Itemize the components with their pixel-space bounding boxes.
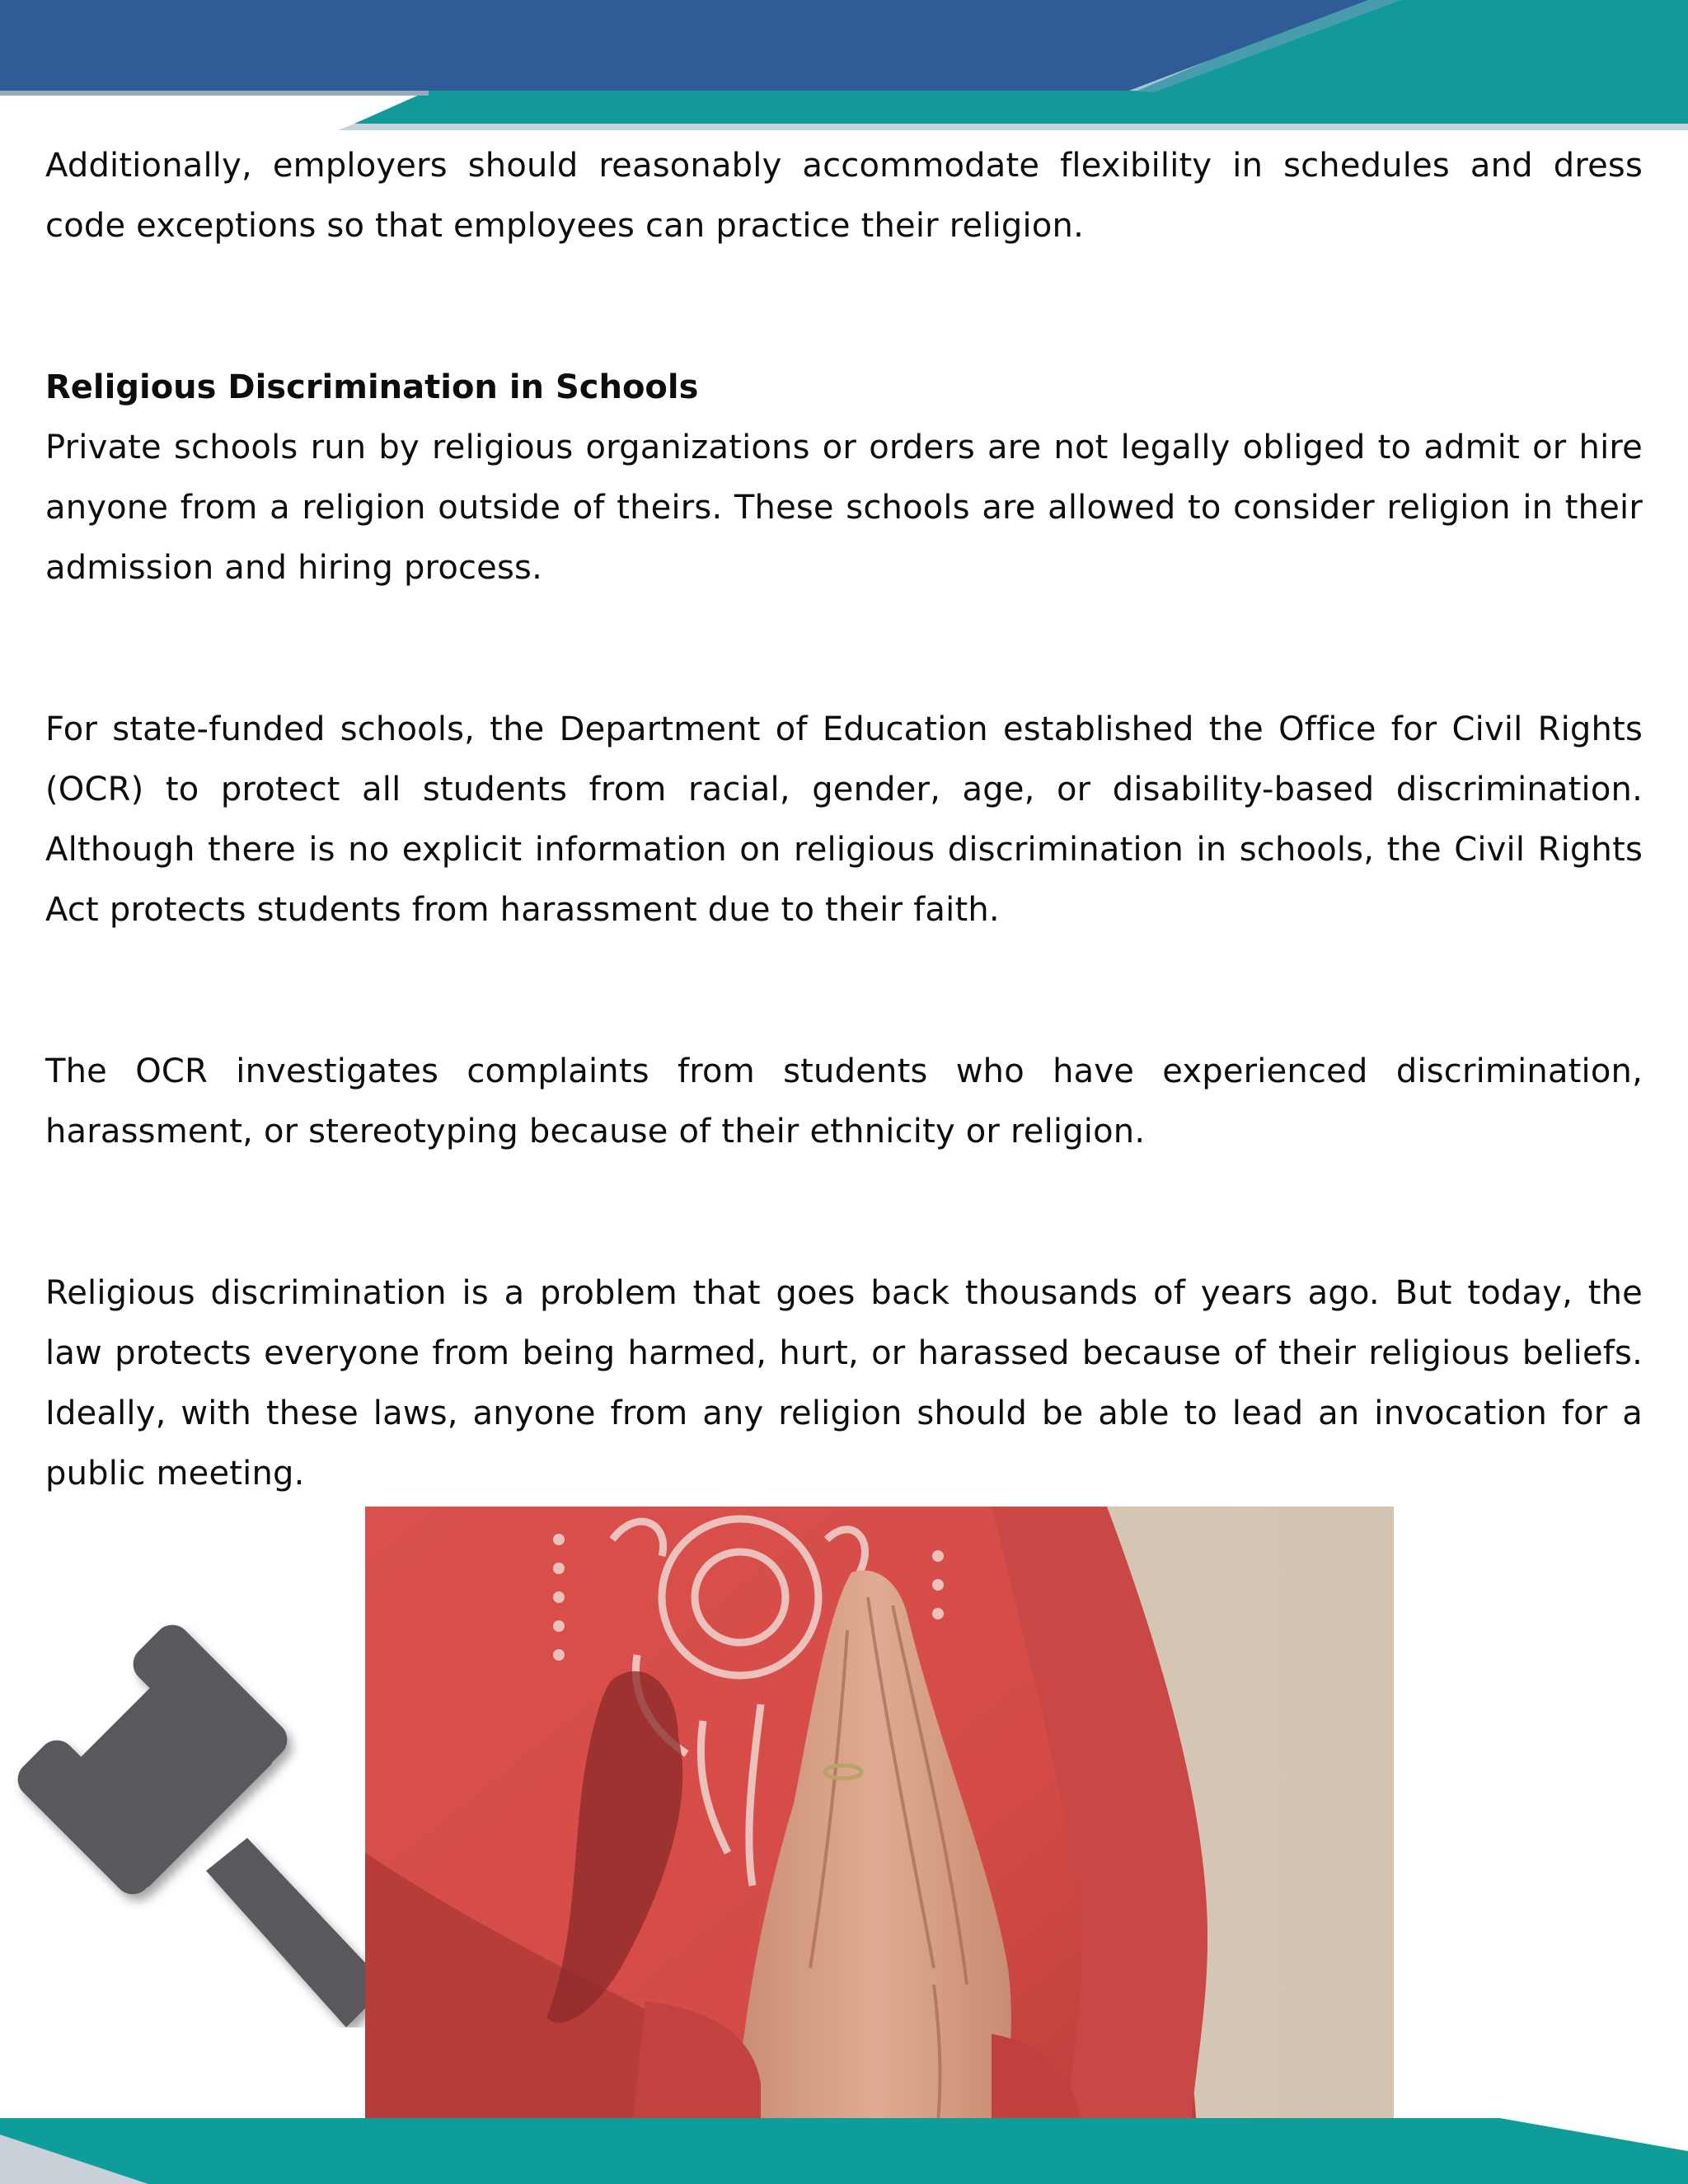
- paragraph-employer-accommodation: Additionally, employers should reasonably accommodate flexibility in schedules and dress code exceptions so that employees can practice their religion.: [45, 147, 1643, 245]
- header-band: [0, 0, 1688, 140]
- paragraph-state-funded-schools: For state-funded schools, the Department of Education established the Office for Civil Rights (OCR) to protect all students from racial, gender, age, or disability-based discrimination. Although there is no explicit information on religious discrimination in schools, the Civil Rights Act protects students from harassment due to their faith.: [45, 710, 1643, 929]
- footer-band: [0, 2118, 1688, 2184]
- paragraph-ocr-complaints: The OCR investigates complaints from students who have experienced discrimination, harassment, or stereotyping because of their ethnicity or religion.: [45, 1052, 1643, 1151]
- section-heading-schools: Religious Discrimination in Schools: [45, 368, 699, 406]
- paragraph-private-schools: Private schools run by religious organizations or orders are not legally obliged to admit or hire anyone from a religion outside of theirs. These schools are allowed to consider religion in their admission and hiring process.: [45, 429, 1643, 587]
- praying-hands-photo: [365, 1507, 1394, 2161]
- article-body: [45, 136, 1643, 1504]
- gavel-icon: [0, 1599, 387, 2027]
- paragraph-conclusion: Religious discrimination is a problem that goes back thousands of years ago. But today, the law protects everyone from being harmed, hurt, or harassed because of their religious beliefs. Ideally, with these laws, anyone from any religion should be able to lead an invocation for a public meeting.: [45, 1274, 1643, 1493]
